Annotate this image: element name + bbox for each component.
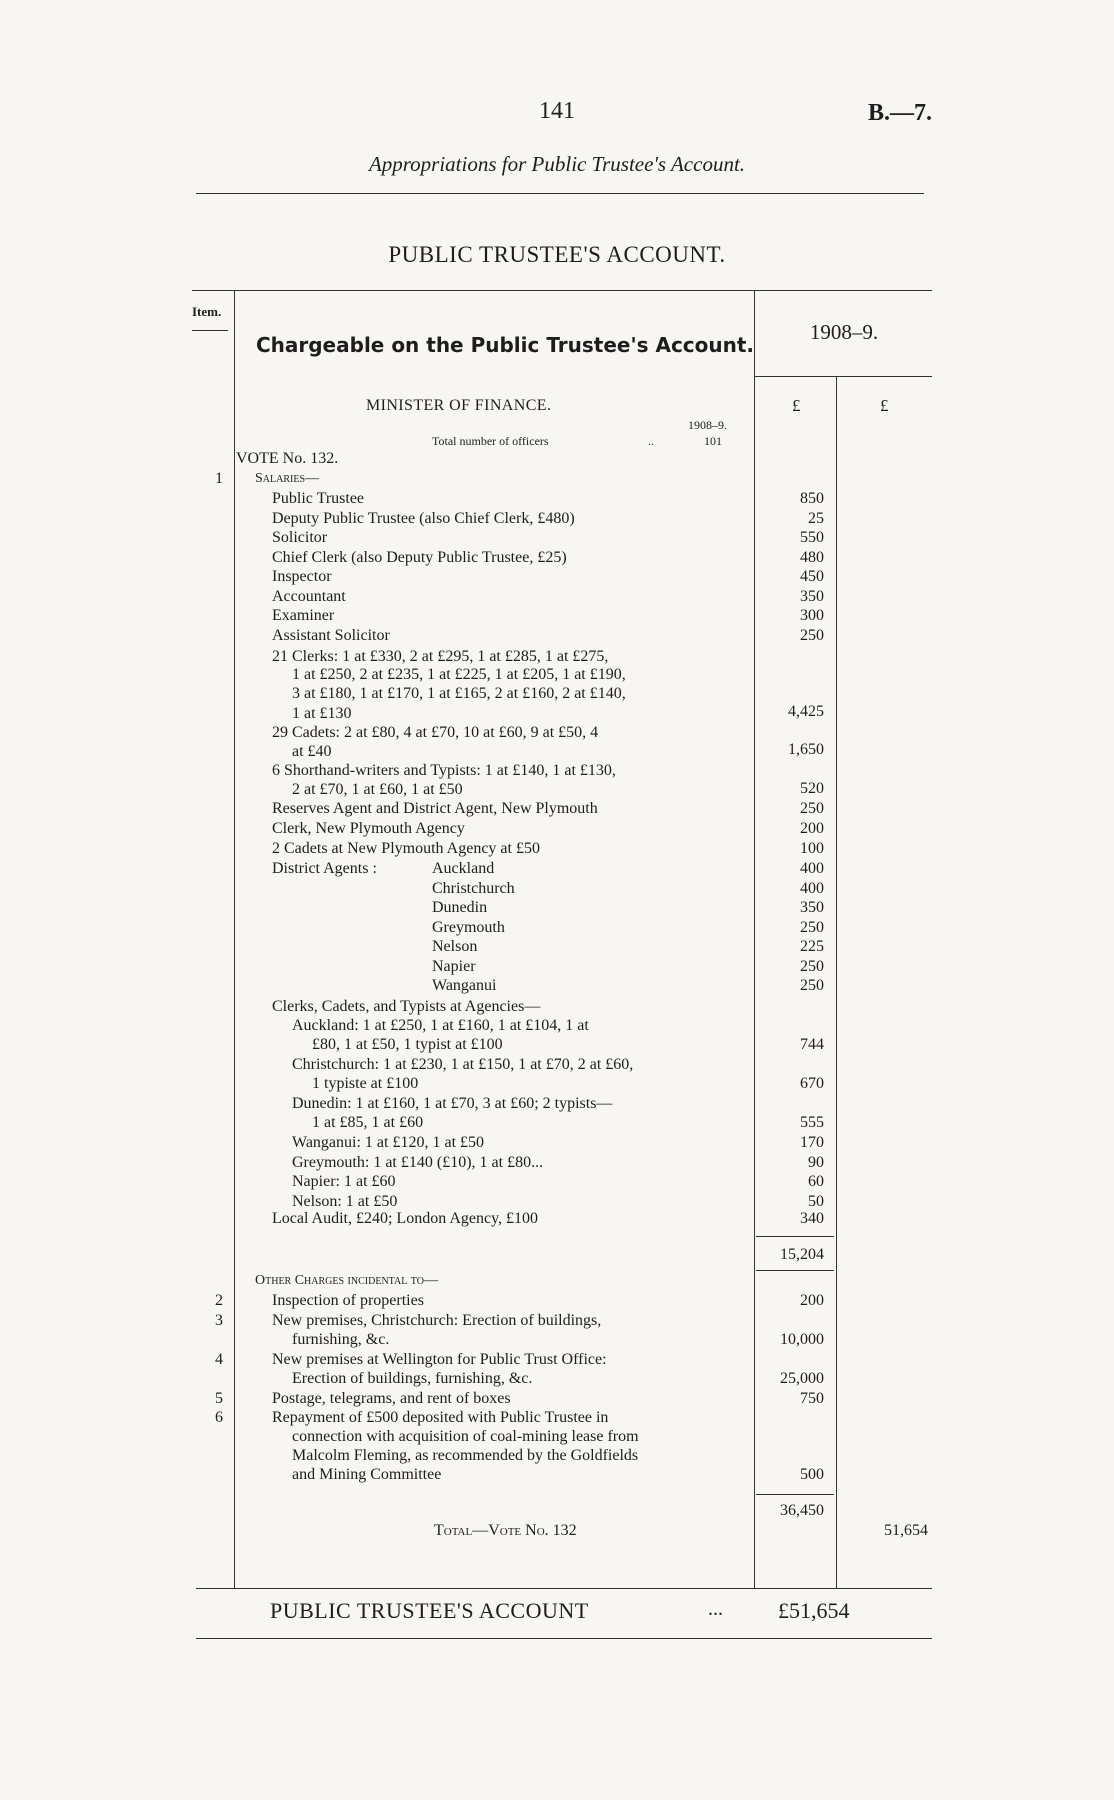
year-header: 1908–9. (809, 320, 879, 344)
district-agent-amount: 250 (800, 918, 824, 936)
other-charge-line: Malcolm Fleming, as recommended by the Goldfields (292, 1447, 639, 1464)
officers-year-label: 1908–9. (688, 418, 727, 432)
subtotal-rule (756, 1270, 834, 1271)
agency-amount: 50 (808, 1192, 824, 1210)
other-charge-amount: 200 (800, 1292, 824, 1309)
other-charge-line: Postage, telegrams, and rent of boxes (272, 1389, 511, 1407)
salary-row-amount: 550 (800, 529, 824, 546)
district-agent-place: Napier (432, 957, 476, 975)
chargeable-header: Chargeable on the Public Trustee's Account. (255, 333, 755, 357)
page-subtitle: Appropriations for Public Trustee's Account. (368, 152, 746, 176)
agency-line: Napier: 1 at £60 (292, 1173, 396, 1190)
agency-line: Christchurch: 1 at £230, 1 at £150, 1 at £70, 2 at £60, (292, 1056, 634, 1073)
plymouth-row-label: Clerk, New Plymouth Agency (272, 820, 465, 837)
salary-row-label: Public Trustee (272, 490, 365, 507)
district-agent-place: Auckland (432, 860, 495, 877)
vote-heading: VOTE No. 132. (236, 450, 339, 467)
document-reference: B.—7. (868, 100, 933, 126)
plymouth-row-amount: 100 (800, 840, 824, 857)
item-column-line (234, 290, 235, 1588)
item-number: 5 (215, 1389, 223, 1407)
salary-row-label: Examiner (272, 607, 335, 624)
typists-line: 2 at £70, 1 at £60, 1 at £50 (292, 781, 463, 798)
district-agent-amount: 250 (800, 977, 824, 994)
item-number: 6 (215, 1409, 223, 1426)
item-number: 2 (215, 1292, 223, 1309)
other-charge-amount: 750 (800, 1389, 824, 1407)
total-label: Total—Vote No. 132 (434, 1522, 577, 1539)
salary-row-label: Accountant (272, 587, 346, 605)
account-title: PUBLIC TRUSTEE'S ACCOUNT. (388, 242, 726, 267)
cadets-line: at £40 (292, 743, 332, 760)
salary-row-label: Assistant Solicitor (272, 626, 390, 644)
agency-amount: 744 (800, 1036, 824, 1053)
salaries-heading: Salaries— (255, 471, 320, 486)
plymouth-row-amount: 250 (800, 800, 824, 817)
salary-row-amount: 25 (808, 509, 824, 527)
subtotal-rule (756, 1494, 834, 1495)
salary-row-amount: 300 (800, 607, 824, 624)
district-agent-amount: 350 (800, 899, 824, 916)
agency-amount: 90 (808, 1153, 824, 1171)
agency-amount: 555 (800, 1114, 824, 1131)
item-number: 3 (215, 1311, 223, 1329)
district-agent-place: Wanganui (432, 977, 497, 994)
page-number: 141 (539, 98, 575, 124)
salary-row-label: Deputy Public Trustee (also Chief Clerk, £480) (272, 509, 575, 527)
other-charge-amount: 25,000 (780, 1369, 824, 1387)
plymouth-row-label: Reserves Agent and District Agent, New Plymouth (272, 800, 598, 817)
other-charge-line: New premises, Christchurch: Erection of buildings, (272, 1311, 602, 1329)
agency-amount: 670 (800, 1075, 824, 1092)
agency-amount: 170 (800, 1134, 824, 1151)
item-number: 1 (215, 470, 223, 487)
local-audit-amount: 340 (800, 1210, 824, 1227)
salary-row-amount: 850 (800, 490, 824, 507)
local-audit-line: Local Audit, £240; London Agency, £100 (272, 1210, 539, 1227)
clerks-line: 21 Clerks: 1 at £330, 2 at £295, 1 at £285, 1 at £275, (272, 648, 609, 665)
typists-amount: 520 (800, 780, 824, 797)
agencies-heading: Clerks, Cadets, and Typists at Agencies— (272, 998, 541, 1015)
clerks-line: 1 at £130 (292, 705, 352, 722)
district-agents-label: District Agents : (272, 860, 377, 877)
other-charges-subtotal: 36,450 (780, 1502, 824, 1519)
agency-line: Auckland: 1 at £250, 1 at £160, 1 at £104, 1 at (292, 1017, 589, 1034)
agency-line: Nelson: 1 at £50 (292, 1192, 398, 1210)
agency-line: Greymouth: 1 at £140 (£10), 1 at £80... (292, 1153, 544, 1171)
district-agent-place: Dunedin (432, 899, 488, 916)
other-charge-line: connection with acquisition of coal-mining lease from (292, 1428, 639, 1445)
agency-line: 1 typiste at £100 (312, 1075, 419, 1092)
agency-line: Wanganui: 1 at £120, 1 at £50 (292, 1134, 485, 1151)
clerks-line: 1 at £250, 2 at £235, 1 at £225, 1 at £205, 1 at £190, (292, 666, 626, 683)
district-agent-amount: 250 (800, 957, 824, 975)
amount-column-line-2 (836, 376, 837, 1588)
footer-title: PUBLIC TRUSTEE'S ACCOUNT (270, 1598, 589, 1623)
district-agent-place: Nelson (432, 938, 478, 955)
other-charge-line: and Mining Committee (292, 1466, 442, 1483)
year-header-rule (754, 376, 932, 377)
subtotal-rule (756, 1236, 834, 1237)
footer-rule (196, 1638, 932, 1639)
plymouth-row-amount: 200 (800, 820, 824, 837)
salary-row-amount: 480 (800, 548, 824, 566)
other-charge-line: Inspection of properties (272, 1292, 424, 1309)
district-agent-amount: 400 (800, 860, 824, 877)
minister-heading: MINISTER OF FINANCE. (366, 397, 552, 414)
district-agent-amount: 225 (800, 938, 824, 955)
officers-count: 101 (704, 434, 722, 448)
table-bottom-rule (196, 1588, 932, 1589)
cadets-amount: 1,650 (788, 741, 824, 758)
footer-dots: ... (708, 1598, 723, 1620)
other-charge-line: Erection of buildings, furnishing, &c. (292, 1369, 533, 1387)
district-agent-amount: 400 (800, 879, 824, 897)
district-agent-place: Christchurch (432, 879, 515, 897)
item-number: 4 (215, 1350, 223, 1368)
clerks-amount: 4,425 (788, 703, 824, 720)
item-column-header: Item. (192, 304, 222, 319)
other-charge-line: Repayment of £500 deposited with Public Trustee in (272, 1409, 609, 1426)
total-amount: 51,654 (884, 1522, 928, 1539)
header-rule (196, 193, 924, 194)
agency-line: £80, 1 at £50, 1 typist at £100 (312, 1036, 503, 1053)
salaries-subtotal: 15,204 (780, 1246, 824, 1263)
salary-row-amount: 250 (800, 626, 824, 644)
salary-row-label: Inspector (272, 568, 332, 585)
district-agent-place: Greymouth (432, 918, 505, 936)
plymouth-row-label: 2 Cadets at New Plymouth Agency at £50 (272, 840, 540, 857)
other-charge-line: New premises at Wellington for Public Trust Office: (272, 1350, 607, 1368)
salary-row-amount: 450 (800, 568, 824, 585)
pound-header-1: £ (792, 396, 801, 415)
agency-line: Dunedin: 1 at £160, 1 at £70, 3 at £60; 2 typists— (292, 1095, 613, 1112)
pound-header-2: £ (880, 396, 889, 415)
other-charge-amount: 10,000 (780, 1330, 824, 1348)
other-charge-line: furnishing, &c. (292, 1330, 390, 1348)
salary-row-label: Chief Clerk (also Deputy Public Trustee, £25) (272, 548, 567, 566)
footer-amount: £51,654 (778, 1598, 850, 1623)
item-header-rule (192, 330, 228, 331)
agency-line: 1 at £85, 1 at £60 (312, 1114, 424, 1131)
cadets-line: 29 Cadets: 2 at £80, 4 at £70, 10 at £60, 9 at £50, 4 (272, 724, 599, 741)
salary-row-label: Solicitor (272, 529, 328, 546)
table-top-rule (192, 290, 932, 291)
other-charge-amount: 500 (800, 1466, 824, 1483)
officers-label: Total number of officers (432, 434, 549, 448)
clerks-line: 3 at £180, 1 at £170, 1 at £165, 2 at £160, 2 at £140, (292, 685, 626, 702)
officers-dots: .. (648, 434, 654, 448)
agency-amount: 60 (808, 1173, 824, 1190)
typists-line: 6 Shorthand-writers and Typists: 1 at £140, 1 at £130, (272, 762, 616, 779)
salary-row-amount: 350 (800, 587, 824, 605)
other-charges-heading: Other Charges incidental to— (255, 1273, 438, 1288)
